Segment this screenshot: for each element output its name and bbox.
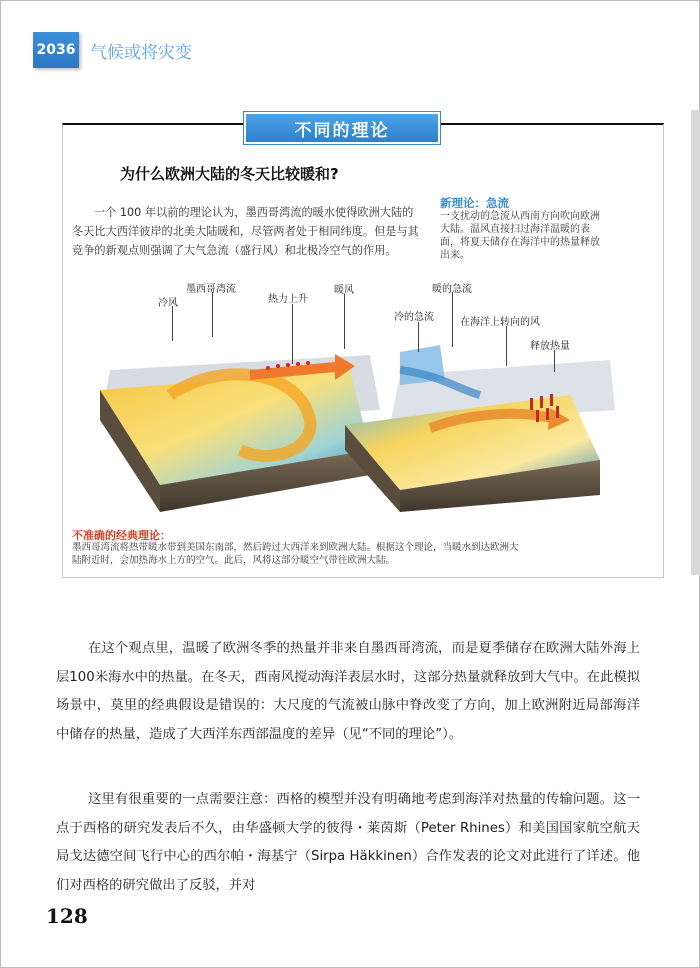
panel-question: 为什么欧洲大陆的冬天比较暖和? [120, 165, 339, 183]
body-paragraph: 在这个观点里，温暖了欧洲冬季的热量并非来自墨西哥湾流，而是夏季储存在欧洲大陆外海上层100米海水中的热量。在冬天，西南风搅动海洋表层水时，这部分热量就释放到大气中。在此模拟场景中，莫里的经典假设是错误的：大尺度的气流被山脉中脊改变了方向，加上欧洲附近局部海洋中储存的热量，造成了大西洋东西部温度的差异（见“不同的理论”）。 [56, 641, 640, 742]
panel-intro: 一个 100 年以前的理论认为，墨西哥湾流的暖水使得欧洲大陆的冬天比大西洋彼岸的北美大陆暖和，尽管两者处于相同纬度。但是与其竞争的新观点则强调了大气急流（盛行风）和北极冷空气的作用。 [72, 206, 419, 257]
label-heat-release: 释放热量 [530, 341, 570, 352]
label-cold-wind: 冷风 [158, 298, 178, 309]
classic-theory-title: 不准确的经典理论： [72, 529, 171, 542]
page-number: 128 [46, 904, 88, 928]
label-turning-wind: 在海洋上转向的风 [460, 317, 540, 328]
label-heat-rises: 热力上升 [268, 294, 308, 305]
body-paragraph: 这里有很重要的一点需要注意：西格的模型并没有明确地考虑到海洋对热量的传输问题。这一点于西格的研究发表后不久，由华盛顿大学的彼得・莱茵斯（Peter Rhines）和美国国家航空航天局戈达德空间飞行中心的西尔帕・海基宁（Sirpa Häkkinen）合作发表的论文对此进行了详述。他们对西格的研究做出了反驳，并对 [56, 792, 640, 893]
label-cold-jet: 冷的急流 [394, 312, 434, 323]
panel-title-text: 不同的理论 [294, 120, 390, 141]
label-gulf-stream: 墨西哥湾流 [186, 284, 236, 295]
leader-cold-wind [172, 306, 173, 341]
new-theory-title: 新理论：急流 [440, 196, 509, 210]
leader-heat-release [554, 350, 555, 372]
leader-turning-wind [506, 326, 507, 366]
label-warm-wind: 暖风 [334, 285, 354, 296]
year-label: 2036 [36, 42, 76, 58]
new-theory-body: 一支扰动的急流从西南方向吹向欧洲大陆。温风直接扫过海洋温暖的表面，将夏天储存在海洋中的热量释放出来。 [440, 211, 600, 261]
leader-heat-rises [292, 304, 293, 364]
leader-warm-wind [344, 294, 345, 349]
panel-title [244, 112, 440, 144]
leader-cold-jet [418, 322, 419, 352]
classic-theory-body: 墨西哥湾流将热带暖水带到美国东南部，然后跨过大西洋来到欧洲大陆。根据这个理论，当暖水到达欧洲大陆附近时，会加热海水上方的空气。此后，风将这部分暖空气带往欧洲大陆。 [72, 542, 519, 566]
classic-block [100, 354, 380, 512]
jet-stream-block [345, 345, 615, 512]
year-tab [33, 32, 79, 68]
ocean-diagram [100, 300, 620, 515]
panel-side-bar [691, 110, 700, 575]
leader-warm-jet [452, 292, 453, 347]
chapter-title: 气候或将灾变 [90, 43, 192, 63]
label-warm-jet: 暖的急流 [432, 284, 472, 295]
leader-gulf-stream [212, 292, 213, 337]
